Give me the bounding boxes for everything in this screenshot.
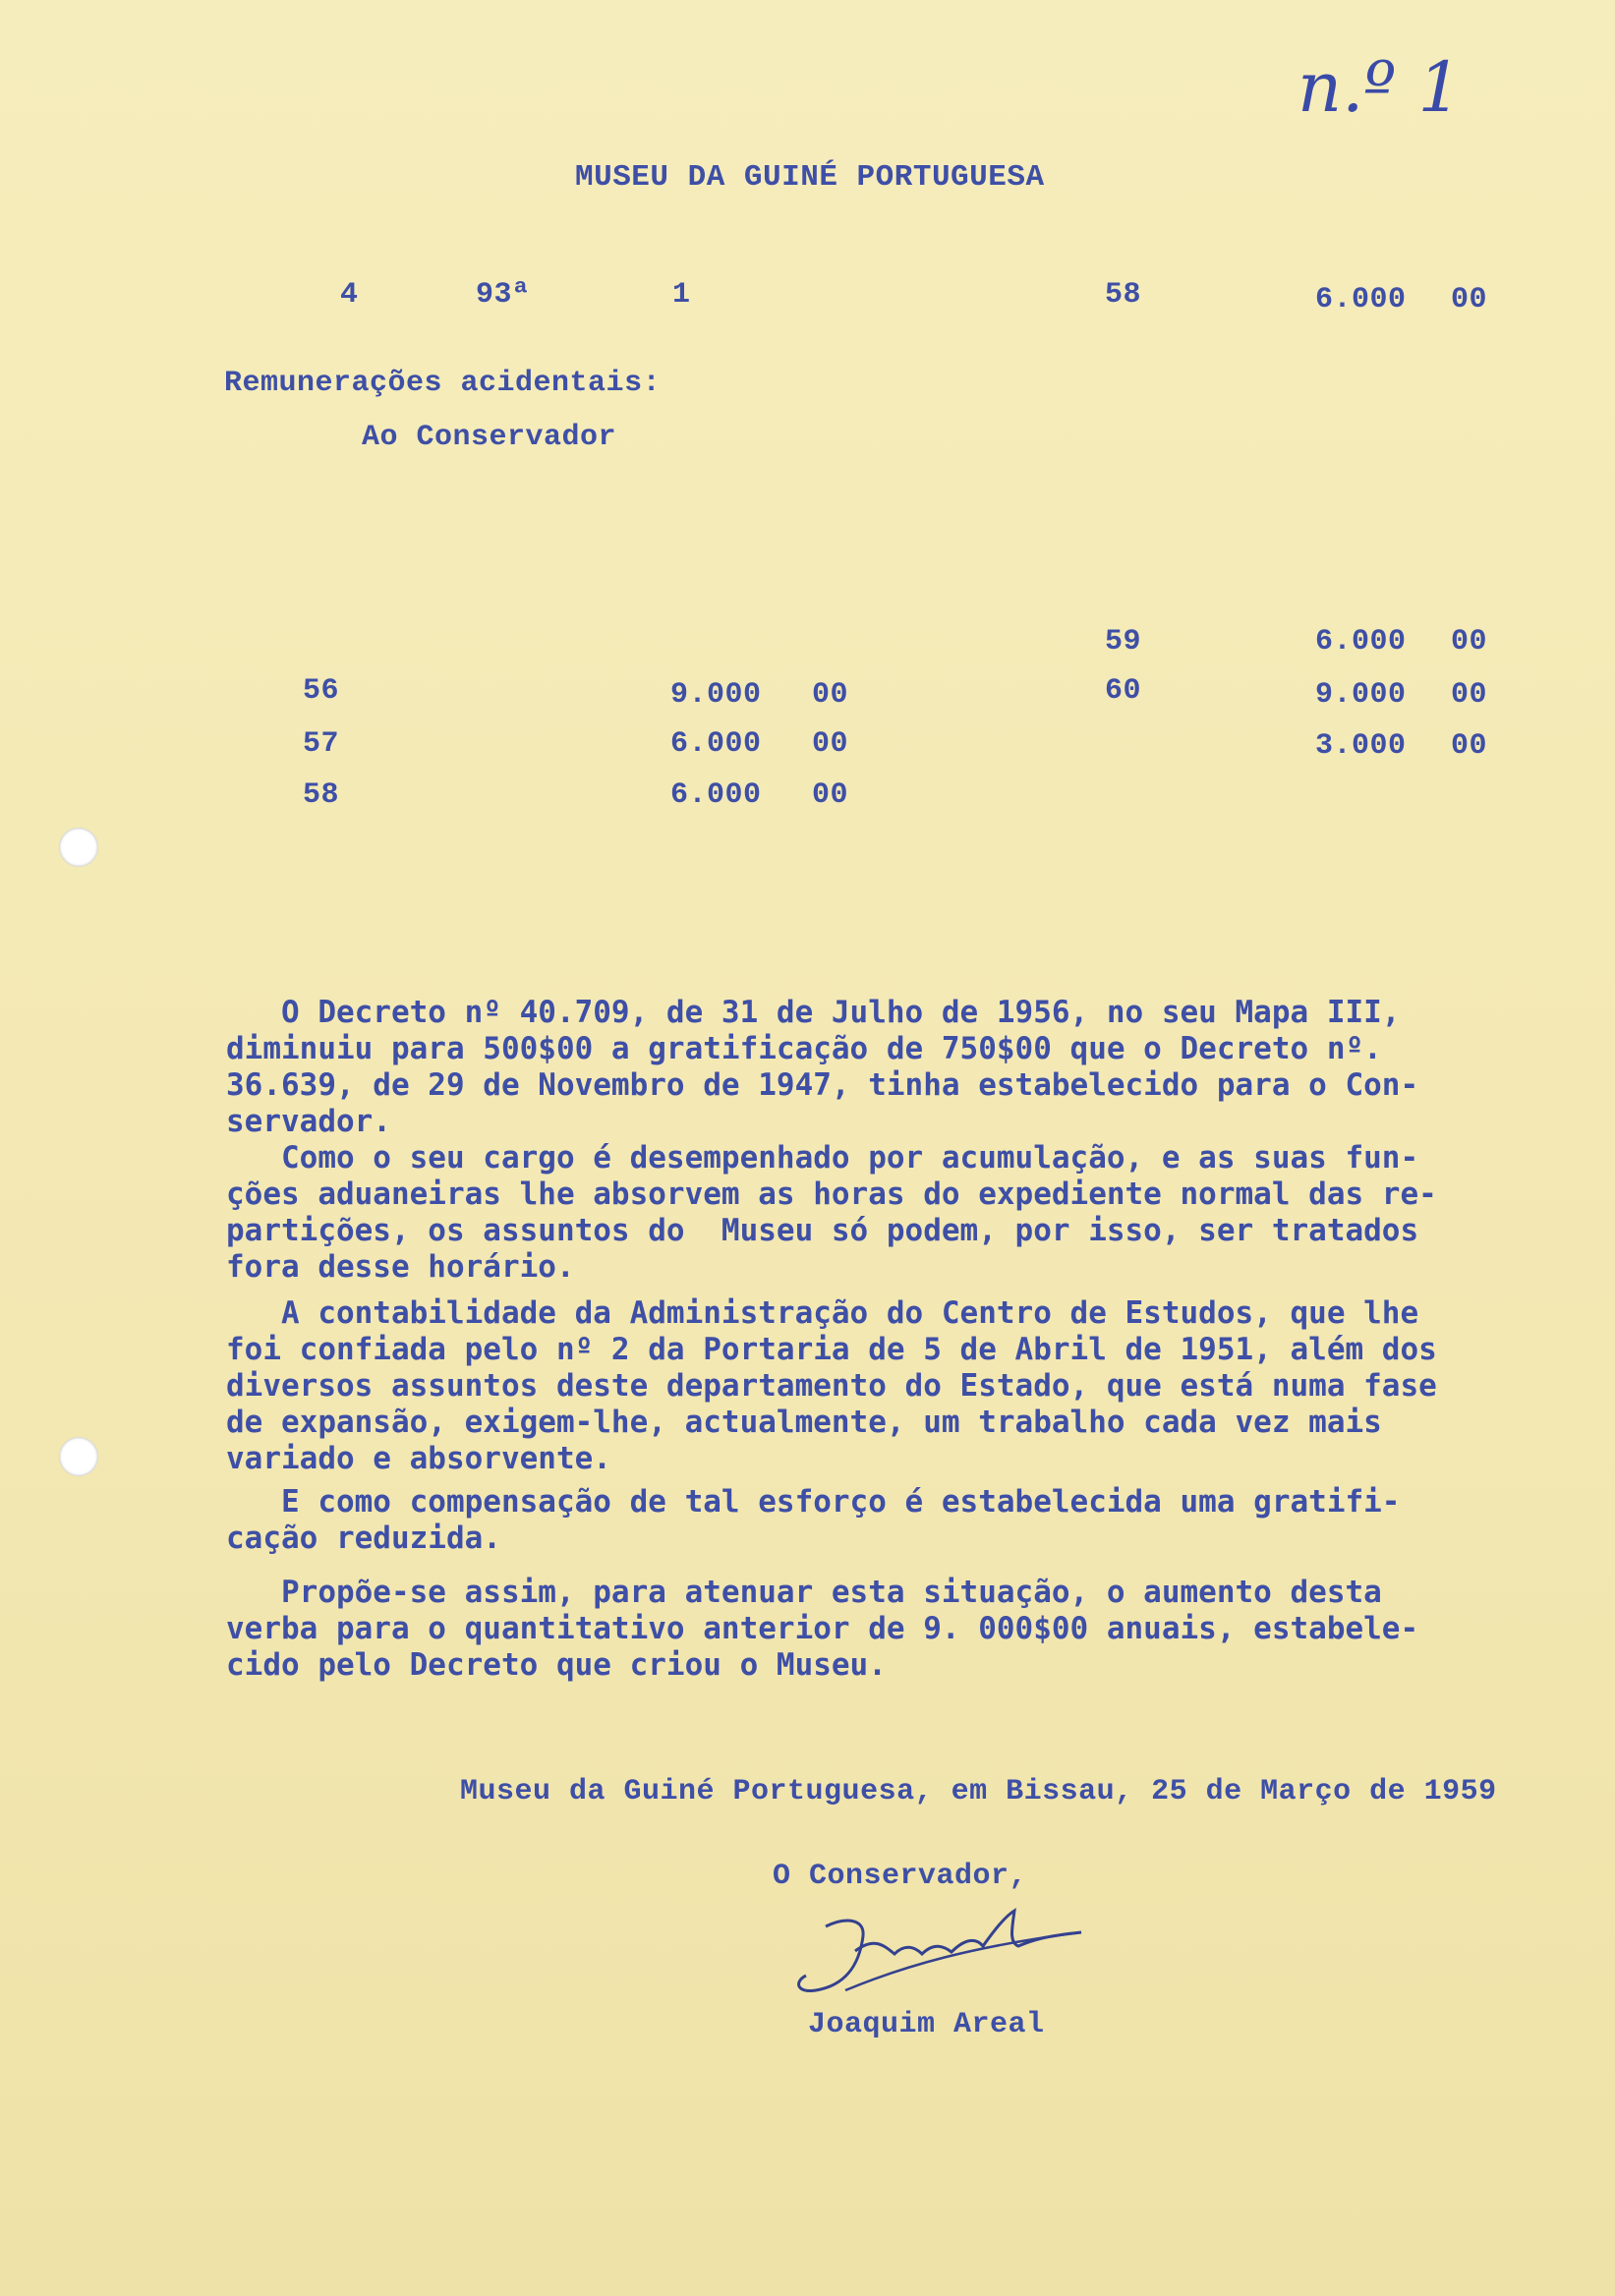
- top-row-col3: 1: [672, 278, 691, 312]
- paragraph-cargo: Como o seu cargo é desempenhado por acumulação, e as suas fun- ções aduaneiras lhe absorvem as horas do expediente normal das re- partições, os assuntos do Museu só podem, por isso, ser tratados fora desse horário.: [226, 1140, 1437, 1285]
- left-row-amount: 6.000: [670, 727, 762, 761]
- right-row-cents: 00: [1451, 678, 1488, 712]
- punch-hole-top: [59, 828, 98, 867]
- handwritten-page-number: n.º 1: [1298, 47, 1463, 128]
- top-row-col4: 58: [1105, 278, 1142, 312]
- left-row-cents: 00: [812, 727, 849, 761]
- signature: [786, 1897, 1101, 2005]
- right-row-amount: 3.000: [1315, 729, 1407, 763]
- paragraph-contabilidade: A contabilidade da Administração do Centro de Estudos, que lhe foi confiada pelo nº 2 da Portaria de 5 de Abril de 1951, além dos diversos assuntos deste departamento do Estado, que está numa fase de expansão, exigem-lhe, actualmente, um trabalho cada vez mais variado e absorvente.: [226, 1295, 1437, 1476]
- left-row-num: 57: [303, 727, 340, 761]
- right-row-num: 59: [1105, 625, 1142, 659]
- left-row-num: 58: [303, 778, 340, 812]
- left-row-cents: 00: [812, 778, 849, 812]
- left-row-amount: 9.000: [670, 678, 762, 712]
- document-header: MUSEU DA GUINÉ PORTUGUESA: [575, 160, 1045, 195]
- right-row-amount: 9.000: [1315, 678, 1407, 712]
- top-row-col2: 93ª: [476, 278, 531, 312]
- signatory-title: O Conservador,: [773, 1860, 1028, 1893]
- left-row-amount: 6.000: [670, 778, 762, 812]
- right-row-cents: 00: [1451, 625, 1488, 659]
- top-row-amount: 6.000: [1315, 283, 1407, 316]
- paragraph-decreto: O Decreto nº 40.709, de 31 de Julho de 1956, no seu Mapa III, diminuiu para 500$00 a gratificação de 750$00 que o Decreto nº. 36.639, de 29 de Novembro de 1947, tinha estabelecido para o Con- servador.: [226, 995, 1419, 1139]
- right-row-amount: 6.000: [1315, 625, 1407, 659]
- right-row-num: 60: [1105, 674, 1142, 708]
- punch-hole-bottom: [59, 1437, 98, 1476]
- top-row-cents: 00: [1451, 283, 1488, 316]
- top-row-col1: 4: [340, 278, 359, 312]
- right-row-cents: 00: [1451, 729, 1488, 763]
- place-and-date: Museu da Guiné Portuguesa, em Bissau, 25 de Março de 1959: [460, 1775, 1497, 1808]
- left-row-cents: 00: [812, 678, 849, 712]
- left-row-num: 56: [303, 674, 340, 708]
- paragraph-proposta: Propõe-se assim, para atenuar esta situação, o aumento desta verba para o quantitativo anterior de 9. 000$00 anuais, estabele- cido pelo Decreto que criou o Museu.: [226, 1575, 1419, 1683]
- section-subtitle: Ao Conservador: [362, 421, 617, 454]
- section-title: Remunerações acidentais:: [224, 367, 662, 400]
- paragraph-compensacao: E como compensação de tal esforço é estabelecida uma gratifi- cação reduzida.: [226, 1484, 1401, 1556]
- signatory-name: Joaquim Areal: [808, 2008, 1045, 2041]
